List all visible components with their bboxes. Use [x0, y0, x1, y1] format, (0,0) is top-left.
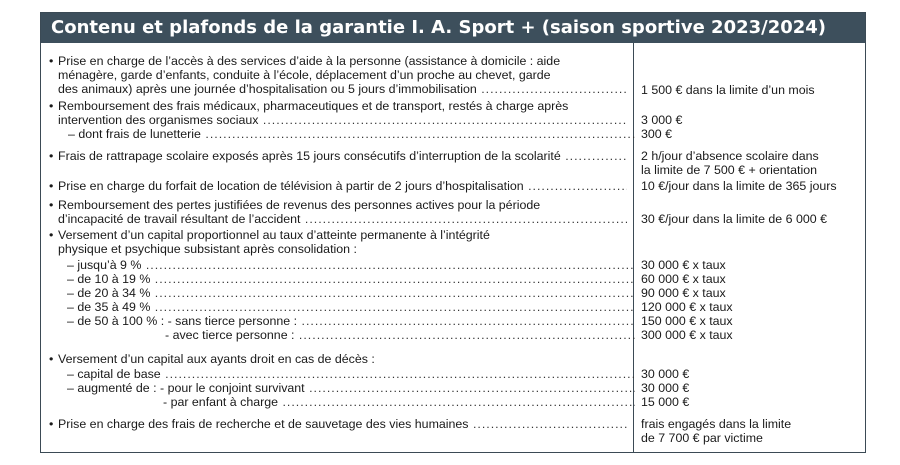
tier-value: 120 000 € x taux: [641, 300, 733, 314]
row-rattrapage-scolaire: • Frais de rattrapage scolaire exposés après 15 jours consécutifs d’interruption de la scolarité .....: [49, 149, 627, 163]
value-rattrapage-scolaire: 2 h/jour d’absence scolaire dans la limite de 7 500 € + orientation: [641, 149, 819, 177]
deces-value: 30 000 €: [641, 367, 690, 381]
deces-row: – augmenté de : - pour le conjoint survivant .....: [67, 381, 635, 395]
deces-row: – capital de base .....: [67, 367, 635, 381]
tier-row: – de 10 à 19 % .....: [67, 272, 635, 286]
row-television: • Prise en charge du forfait de location de télévision à partir de 2 jours d’hospitalisation .....: [49, 179, 627, 193]
table-title: Contenu et plafonds de la garantie I. A. Sport + (saison sportive 2023/2024): [41, 13, 865, 43]
tier-row: – de 20 à 34 % .....: [67, 286, 635, 300]
tier-value: 300 000 € x taux: [641, 328, 733, 342]
tier-row: – jusqu’à 9 % .....: [67, 258, 635, 272]
row-frais-medicaux: • Remboursement des frais médicaux, pharmaceutiques et de transport, restés à charge après intervention des organismes sociaux .....: [49, 99, 627, 127]
deces-value: 30 000 €: [641, 381, 690, 395]
deces-list: [49, 367, 635, 409]
tier-value: 90 000 € x taux: [641, 286, 726, 300]
value-television: 10 €/jour dans la limite de 365 jours: [641, 179, 837, 193]
tier-value: 30 000 € x taux: [641, 258, 726, 272]
deces-row: - par enfant à charge .....: [67, 395, 635, 409]
value-pertes-revenus: 30 €/jour dans la limite de 6 000 €: [641, 212, 827, 226]
value-frais-medicaux: 3 000 €: [641, 113, 683, 127]
deces-value: 15 000 €: [641, 395, 690, 409]
row-deces: • Versement d’un capital aux ayants droit en cas de décès :: [49, 352, 375, 366]
value-aide-personne: 1 500 € dans la limite d’un mois: [641, 83, 815, 97]
row-lunetterie: – dont frais de lunetterie .....: [49, 127, 636, 141]
row-capital-atteinte: • Versement d’un capital proportionnel au taux d’atteinte permanente à l’intégrité physique et psychique subsistant après consolidation :: [49, 228, 490, 256]
row-aide-personne: • Prise en charge de l’accès à des services d’aide à la personne (assistance à domicile : aide ménagère, garde d’enfants, conduite à l’école, déplacement d’un proche au chevet, garde des animaux) après une journée d’hospitalisation ou 5 jours d’immobilisation .....: [49, 54, 627, 96]
tier-list: [49, 258, 635, 342]
tier-row: – de 35 à 49 % .....: [67, 300, 635, 314]
tier-value: 150 000 € x taux: [641, 314, 733, 328]
tier-row: – de 50 à 100 % : - sans tierce personne : .....: [67, 314, 635, 328]
tier-row: - avec tierce personne : .....: [67, 328, 635, 342]
tier-value: 60 000 € x taux: [641, 272, 726, 286]
row-recherche-sauvetage: • Prise en charge des frais de recherche et de sauvetage des vies humaines .....: [49, 417, 627, 431]
row-pertes-revenus: • Remboursement des pertes justifiées de revenus des personnes actives pour la période d’incapacité de travail résultant de l’accident .....: [49, 198, 627, 226]
guarantee-table: [40, 12, 866, 453]
value-lunetterie: 300 €: [641, 127, 673, 141]
deces-values: [641, 367, 861, 409]
bullet: •: [49, 54, 54, 68]
tier-values: [641, 258, 861, 342]
value-recherche-sauvetage: frais engagés dans la limite de 7 700 € par victime: [641, 417, 792, 445]
